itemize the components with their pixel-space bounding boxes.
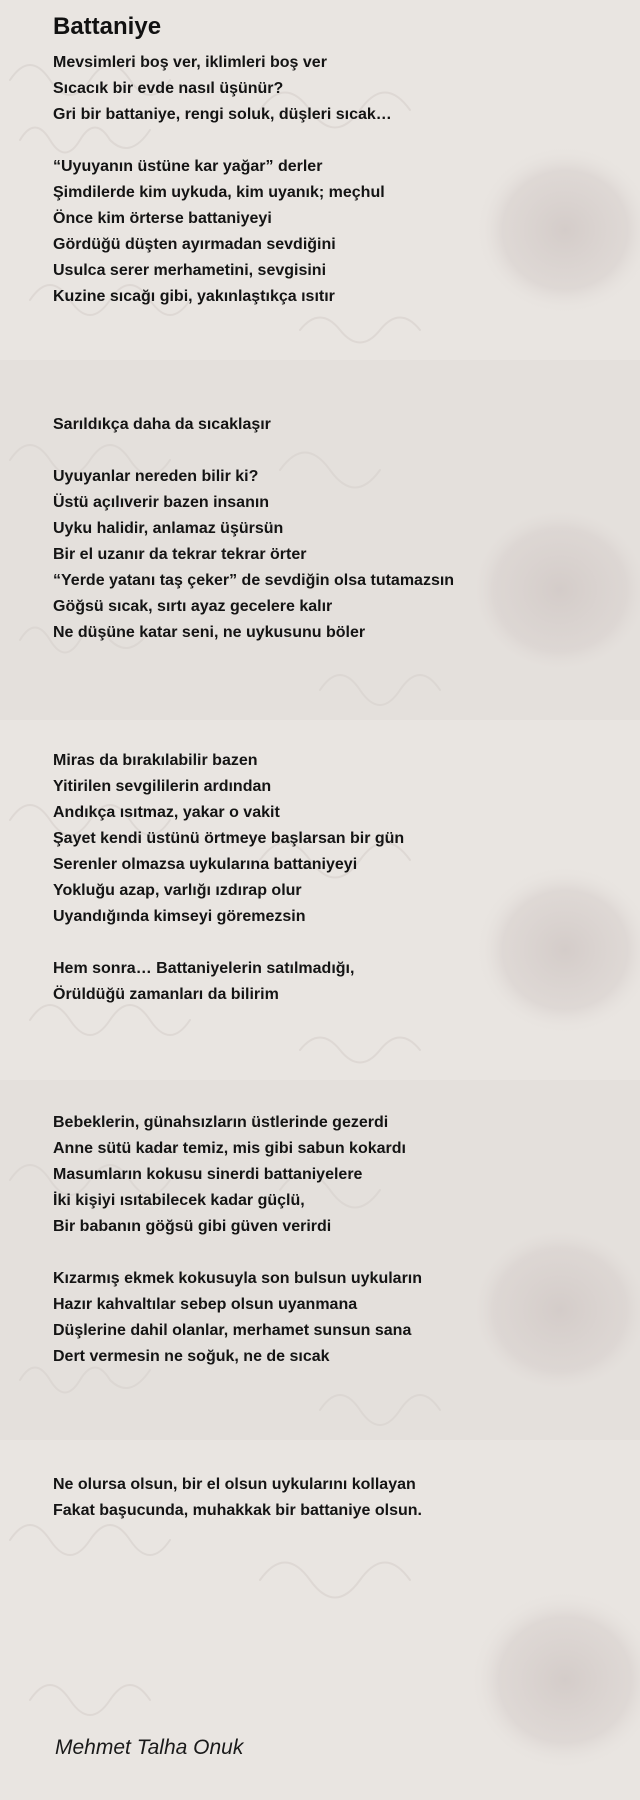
- poem-stanza: [53, 412, 613, 438]
- section-gap: [53, 646, 613, 748]
- poem-section: [53, 748, 613, 1008]
- poem-line: Dert vermesin ne soğuk, ne de sıcak: [53, 1348, 330, 1365]
- poem-line: Ne olursa olsun, bir el olsun uykularını kollayan: [53, 1476, 416, 1493]
- poem-line: Ne düşüne katar seni, ne uykusunu böler: [53, 624, 366, 641]
- poem-line: Miras da bırakılabilir bazen: [53, 752, 258, 769]
- poem-stanza: [53, 1472, 613, 1524]
- poem-stanza: [53, 50, 613, 128]
- poem-line: Gördüğü düşten ayırmadan sevdiğini: [53, 236, 336, 253]
- poem-stanza: [53, 748, 613, 930]
- poem-stanza: [53, 956, 613, 1008]
- poem-line: Önce kim örterse battaniyeyi: [53, 210, 272, 227]
- poem-line: Üstü açılıverir bazen insanın: [53, 494, 270, 511]
- poem-line: Serenler olmazsa uykularına battaniyeyi: [53, 856, 358, 873]
- poem-title: Battaniye: [53, 13, 162, 40]
- poem-line: Şimdilerde kim uykuda, kim uyanık; meçhul: [53, 184, 385, 201]
- poem-line: Uyku halidir, anlamaz üşürsün: [53, 520, 284, 537]
- poem-line: Sıcacık bir evde nasıl üşünür?: [53, 80, 284, 97]
- poem-line: “Yerde yatanı taş çeker” de sevdiğin olsa tutamazsın: [53, 572, 455, 589]
- poem-line: Mevsimleri boş ver, iklimleri boş ver: [53, 54, 327, 71]
- poem-section: [53, 1110, 613, 1370]
- poem-line: Fakat başucunda, muhakkak bir battaniye olsun.: [53, 1502, 422, 1519]
- poem-line: Usulca serer merhametini, sevgisini: [53, 262, 327, 279]
- poem-stanza: [53, 1266, 613, 1370]
- poem-line: Anne sütü kadar temiz, mis gibi sabun kokardı: [53, 1140, 406, 1157]
- poem-stanza: [53, 1110, 613, 1240]
- poem-line: Bir el uzanır da tekrar tekrar örter: [53, 546, 307, 563]
- poem-line: Bebeklerin, günahsızların üstlerinde gezerdi: [53, 1114, 389, 1131]
- poem-line: İki kişiyi ısıtabilecek kadar güçlü,: [53, 1192, 305, 1209]
- poem-author: Mehmet Talha Onuk: [55, 1736, 244, 1759]
- poem-line: Düşlerine dahil olanlar, merhamet sunsun sana: [53, 1322, 412, 1339]
- poem-line: Göğsü sıcak, sırtı ayaz gecelere kalır: [53, 598, 333, 615]
- stanza-gap: [53, 128, 613, 154]
- poem-line: Yokluğu azap, varlığı ızdırap olur: [53, 882, 302, 899]
- poem-section: [53, 412, 613, 646]
- poem-line: Uyuyanlar nereden bilir ki?: [53, 468, 259, 485]
- poem-line: Kuzine sıcağı gibi, yakınlaştıkça ısıtır: [53, 288, 335, 305]
- poem-line: “Uyuyanın üstüne kar yağar” derler: [53, 158, 323, 175]
- section-gap: [53, 1370, 613, 1472]
- poem-stanza: [53, 154, 613, 310]
- poem-section: [53, 50, 613, 310]
- stanza-gap: [53, 438, 613, 464]
- poem-line: Sarıldıkça daha da sıcaklaşır: [53, 416, 271, 433]
- poem-line: Gri bir battaniye, rengi soluk, düşleri sıcak…: [53, 106, 392, 123]
- poem-body: [53, 50, 613, 1524]
- poem-line: Andıkça ısıtmaz, yakar o vakit: [53, 804, 280, 821]
- stanza-gap: [53, 1240, 613, 1266]
- poem-line: Kızarmış ekmek kokusuyla son bulsun uykuların: [53, 1270, 423, 1287]
- section-gap: [53, 310, 613, 412]
- poem-line: Hem sonra… Battaniyelerin satılmadığı,: [53, 960, 355, 977]
- poem-line: Şayet kendi üstünü örtmeye başlarsan bir gün: [53, 830, 405, 847]
- poem-line: Masumların kokusu sinerdi battaniyelere: [53, 1166, 363, 1183]
- poem-line: Uyandığında kimseyi göremezsin: [53, 908, 306, 925]
- poem-line: Bir babanın göğsü gibi güven verirdi: [53, 1218, 332, 1235]
- poem-stanza: [53, 464, 613, 646]
- poem-section: [53, 1472, 613, 1524]
- poem-line: Yitirilen sevgililerin ardından: [53, 778, 272, 795]
- poem-line: Örüldüğü zamanları da bilirim: [53, 986, 279, 1003]
- section-gap: [53, 1008, 613, 1110]
- stanza-gap: [53, 930, 613, 956]
- poem-line: Hazır kahvaltılar sebep olsun uyanmana: [53, 1296, 358, 1313]
